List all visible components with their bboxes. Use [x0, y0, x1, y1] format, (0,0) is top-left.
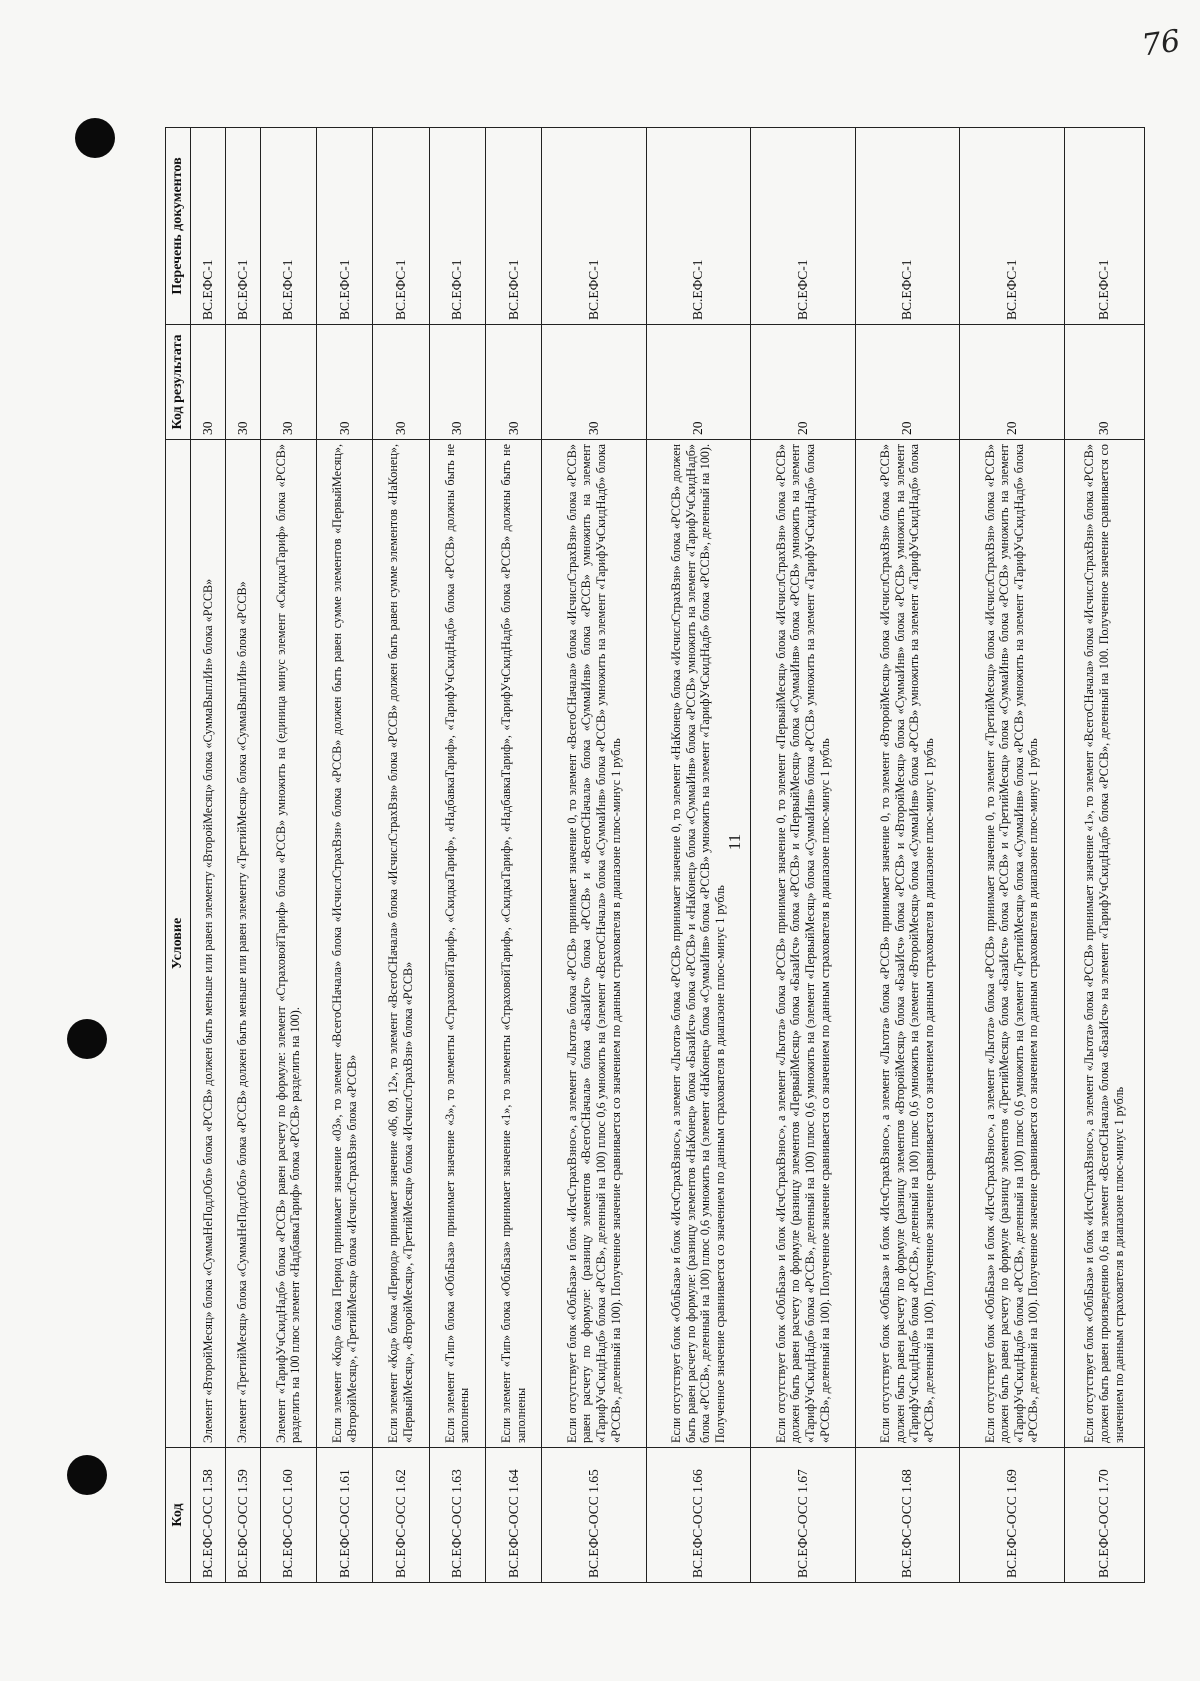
table-row [260, 128, 316, 1583]
rule-condition: Элемент «ВторойМесяц» блока «СуммаНеПодлОбл» блока «РССВ» должен быть меньше или равен элементу «ВторойМесяц» блока «СуммаВыплИн» блока «РССВ» [191, 440, 226, 1448]
table-row [960, 128, 1064, 1583]
rule-code: ВС.ЕФС-ОСС 1.60 [260, 1448, 316, 1583]
rule-condition: Если элемент «Тип» блока «ОблБаза» принимает значение «3», то элементы «СтраховойТариф», «СкидкаТариф», «НадбавкаТариф», «ТарифУчСкидНадб» блока «РССВ» должны быть не заполнены [429, 440, 485, 1448]
table-row [373, 128, 429, 1583]
rule-result-code: 20 [960, 325, 1064, 440]
rule-result-code: 20 [646, 325, 750, 440]
rule-documents: ВС.ЕФС-1 [1064, 128, 1144, 325]
rule-condition: Если отсутствует блок «ОблБаза» и блок «ИсчСтрахВзнос», а элемент «Льгота» блока «РССВ» принимает значение 0, то элемент «НаКонец» блока «ИсчислСтрахВзн» блока «РССВ» должен быть равен расчету по формуле: (разницу элементов «НаКонец» блока «БазаИсч» блока «РССВ» и «НаКонец» блока «СуммаИнв» блока «РССВ» умножить на элемент «ТарифУчСкидНадб» блока «РССВ», деленный на 100) плюс 0,6 умножить на (элемент «НаКонец» блока «СуммаИнв» блока «РССВ» умножить на элемент «ТарифУчСкидНадб» блока «РССВ», деленный на 100). Полученное значение сравнивается со значением по данным страхователя в диапазоне плюс-минус 1 рубль [646, 440, 750, 1448]
header-result-code: Код результата [166, 325, 191, 440]
header-code: Код [166, 1448, 191, 1583]
rule-condition: Если элемент «Код» блока «Период» принимает значение «06, 09, 12», то элемент «ВсегоСНачала» блока «ИсчислСтрахВзн» блока «РССВ» должен быть равен сумме элементов «НаКонец», «ПервыйМесяц», «ВторойМесяц», «ТретийМесяц» блока «ИсчислСтрахВзн» блока «РССВ» [373, 440, 429, 1448]
rule-condition: Если отсутствует блок «ОблБаза» и блок «ИсчСтрахВзнос», а элемент «Льгота» блока «РССВ» принимает значение 0, то элемент «ВторойМесяц» блока «ИсчислСтрахВзн» блока «РССВ» должен быть равен расчету по формуле (разницу элементов «ВторойМесяц» блока «БазаИсч» блока «РССВ» и «ВторойМесяц» блока «СуммаИнв» блока «РССВ» умножить на элемент «ТарифУчСкидНадб» блока «РССВ», деленный на 100) плюс 0,6 умножить на (элемент «ВторойМесяц» блока «СуммаИнв» блока «РССВ» умножить на элемент «ТарифУчСкидНадб» блока «РССВ», деленный на 100). Полученное значение сравнивается со значением по данным страхователя в диапазоне плюс-минус 1 рубль [855, 440, 959, 1448]
table-row [855, 128, 959, 1583]
rule-condition: Если элемент «Код» блока Период принимает значение «03», то элемент «ВсегоСНачала» блока «ИсчислСтрахВзн» блока «РССВ» должен быть равен сумме элементов «ПервыйМесяц», «ВторойМесяц», «ТретийМесяц» блока «ИсчислСтрахВзн» блока «РССВ» [316, 440, 372, 1448]
rule-documents: ВС.ЕФС-1 [960, 128, 1064, 325]
table-row [191, 128, 226, 1583]
rule-result-code: 30 [225, 325, 260, 440]
rule-condition: Если отсутствует блок «ОблБаза» и блок «ИсчСтрахВзнос», а элемент «Льгота» блока «РССВ» принимает значение 0, то элемент «ВсегоСНачала» блока «ИсчислСтрахВзн» блока «РССВ» равен расчету по формуле: (разницу элементов «ВсегоСНачала» блока «БазаИсч» блока «РССВ» и «ВсегоСНачала» блока «СуммаИнв» блока «РССВ» умножить на элемент «ТарифУчСкидНадб» блока «РССВ», деленный на 100) плюс 0,6 умножить на (элемент «ВсегоСНачала» блока «СуммаИнв» блока «РССВ» умножить на элемент «ТарифУчСкидНадб» блока «РССВ», деленный на 100). Полученное значение сравнивается со значением по данным страхователя в диапазоне плюс-минус 1 рубль [542, 440, 646, 1448]
rotated-table-container [165, 128, 1145, 1583]
rule-code: ВС.ЕФС-ОСС 1.68 [855, 1448, 959, 1583]
table-row [1064, 128, 1144, 1583]
rule-condition: Если отсутствует блок «ОблБаза» и блок «ИсчСтрахВзнос», а элемент «Льгота» блока «РССВ» принимает значение 0, то элемент «ПервыйМесяц» блока «ИсчислСтрахВзн» блока «РССВ» должен быть равен расчету по формуле (разницу элементов «ПервыйМесяц» блока «БазаИсч» блока «РССВ» и «ПервыйМесяц» блока «СуммаИнв» блока «РССВ» умножить на элемент «ТарифУчСкидНадб» блока «РССВ», деленный на 100) плюс 0,6 умножить на (элемент «ПервыйМесяц» блока «СуммаИнв» блока «РССВ» умножить на элемент «ТарифУчСкидНадб» блока «РССВ», деленный на 100). Полученное значение сравнивается со значением по данным страхователя в диапазоне плюс-минус 1 рубль [751, 440, 855, 1448]
table-row [646, 128, 750, 1583]
punch-hole-bottom [67, 1455, 107, 1495]
rule-code: ВС.ЕФС-ОСС 1.66 [646, 1448, 750, 1583]
rule-documents: ВС.ЕФС-1 [260, 128, 316, 325]
rule-documents: ВС.ЕФС-1 [429, 128, 485, 325]
rule-documents: ВС.ЕФС-1 [855, 128, 959, 325]
rule-code: ВС.ЕФС-ОСС 1.61 [316, 1448, 372, 1583]
rule-result-code: 30 [542, 325, 646, 440]
rule-code: ВС.ЕФС-ОСС 1.69 [960, 1448, 1064, 1583]
rule-condition: Если отсутствует блок «ОблБаза» и блок «ИсчСтрахВзнос», а элемент «Льгота» блока «РССВ» принимает значение «1», то элемент «ВсегоСНачала» блока «ИсчислСтрахВзн» блока «РССВ» должен быть равен произведению 0,6 на элемент «ВсегоСНачала» блока «БазаИсч» на элемент «ТарифУчСкидНадб» блока «РССВ», деленный на 100. Полученное значение сравнивается со значением по данным страхователя в диапазоне плюс-минус 1 рубль [1064, 440, 1144, 1448]
rule-condition: Если отсутствует блок «ОблБаза» и блок «ИсчСтрахВзнос», а элемент «Льгота» блока «РССВ» принимает значение 0, то элемент «ТретийМесяц» блока «ИсчислСтрахВзн» блока «РССВ» должен быть равен расчету по формуле (разницу элементов «ТретийМесяц» блока «БазаИсч» блока «РССВ» и «ТретийМесяц» блока «СуммаИнв» блока «РССВ» умножить на элемент «ТарифУчСкидНадб» блока «РССВ», деленный на 100) плюс 0,6 умножить на (элемент «ТретийМесяц» блока «СуммаИнв» блока «РССВ» умножить на элемент «ТарифУчСкидНадб» блока «РССВ», деленный на 100). Полученное значение сравнивается со значением по данным страхователя в диапазоне плюс-минус 1 рубль [960, 440, 1064, 1448]
header-condition: Условие [166, 440, 191, 1448]
punch-hole-top [75, 118, 115, 158]
rule-code: ВС.ЕФС-ОСС 1.70 [1064, 1448, 1144, 1583]
table-row [485, 128, 541, 1583]
table-row [751, 128, 855, 1583]
rule-result-code: 30 [485, 325, 541, 440]
rule-documents: ВС.ЕФС-1 [485, 128, 541, 325]
table-row [316, 128, 372, 1583]
rule-condition: Если элемент «Тип» блока «ОблБаза» принимает значение «1», то элементы «СтраховойТариф», «СкидкаТариф», «НадбавкаТариф», «ТарифУчСкидНадб» блока «РССВ» должны быть не заполнены [485, 440, 541, 1448]
rule-documents: ВС.ЕФС-1 [646, 128, 750, 325]
rule-code: ВС.ЕФС-ОСС 1.65 [542, 1448, 646, 1583]
handwritten-page-number: 76 [1139, 23, 1183, 64]
rule-documents: ВС.ЕФС-1 [542, 128, 646, 325]
rule-result-code: 30 [260, 325, 316, 440]
table-header-row [166, 128, 191, 1583]
rule-documents: ВС.ЕФС-1 [373, 128, 429, 325]
rule-code: ВС.ЕФС-ОСС 1.64 [485, 1448, 541, 1583]
rule-documents: ВС.ЕФС-1 [316, 128, 372, 325]
rule-condition: Элемент «ТарифУчСкидНадб» блока «РССВ» равен расчету по формуле: элемент «СтраховойТариф» блока «РССВ» умножить на (единица минус элемент «СкидкаТариф» блока «РССВ» разделить на 100 плюс элемент «НадбавкаТариф» блока «РССВ» разделить на 100). [260, 440, 316, 1448]
printed-page-number: 11 [725, 833, 744, 851]
rule-documents: ВС.ЕФС-1 [225, 128, 260, 325]
rule-result-code: 20 [855, 325, 959, 440]
table-row [542, 128, 646, 1583]
rule-documents: ВС.ЕФС-1 [191, 128, 226, 325]
rule-code: ВС.ЕФС-ОСС 1.62 [373, 1448, 429, 1583]
rule-code: ВС.ЕФС-ОСС 1.63 [429, 1448, 485, 1583]
rule-result-code: 30 [429, 325, 485, 440]
rule-documents: ВС.ЕФС-1 [751, 128, 855, 325]
rule-condition: Элемент «ТретийМесяц» блока «СуммаНеПодлОбл» блока «РССВ» должен быть меньше или равен элементу «ТретийМесяц» блока «СуммаВыплИн» блока «РССВ» [225, 440, 260, 1448]
rule-code: ВС.ЕФС-ОСС 1.59 [225, 1448, 260, 1583]
rule-result-code: 30 [1064, 325, 1144, 440]
punch-hole-middle [67, 1019, 107, 1059]
header-documents: Перечень документов [166, 128, 191, 325]
rule-result-code: 30 [191, 325, 226, 440]
rule-result-code: 30 [316, 325, 372, 440]
table-row [429, 128, 485, 1583]
validation-rules-table [165, 127, 1145, 1583]
rule-code: ВС.ЕФС-ОСС 1.67 [751, 1448, 855, 1583]
rule-result-code: 20 [751, 325, 855, 440]
table-row [225, 128, 260, 1583]
rule-code: ВС.ЕФС-ОСС 1.58 [191, 1448, 226, 1583]
rule-result-code: 30 [373, 325, 429, 440]
